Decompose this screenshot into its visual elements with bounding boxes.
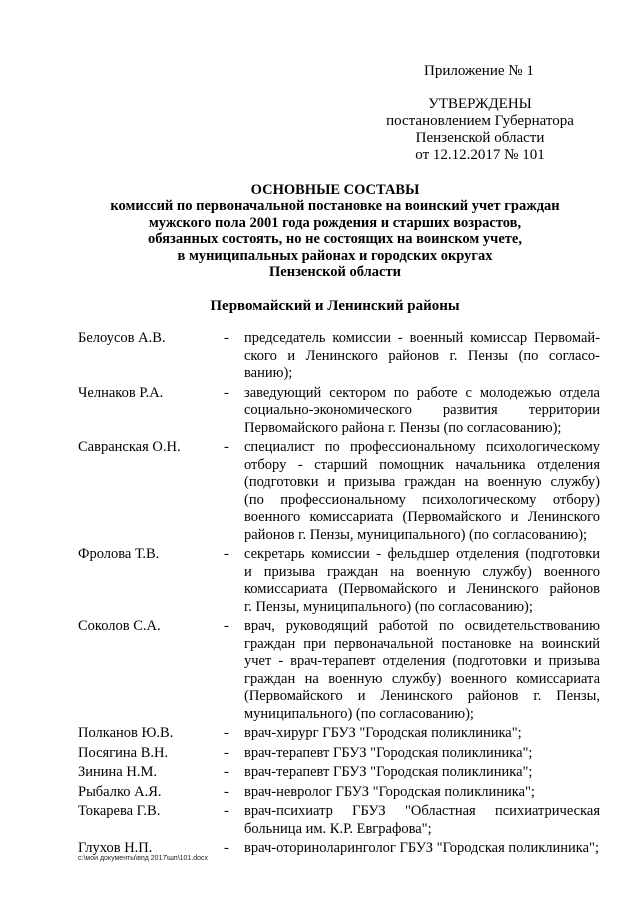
member-role xyxy=(244,618,600,723)
member-role-line: районов г. Пензы, муниципального) (по согласованию); xyxy=(244,526,588,543)
member-role-line: врач-невролог ГБУЗ "Городская поликлиника"; xyxy=(244,783,535,800)
member-role xyxy=(244,330,600,383)
member-role-line: специалист по профессиональному психологическому xyxy=(244,439,600,455)
member-name: Фролова Т.В. xyxy=(78,546,160,562)
member-role xyxy=(244,546,600,616)
member-row xyxy=(78,546,600,616)
member-role-line: секретарь комиссии - фельдшер отделения (подготовки xyxy=(244,546,600,562)
member-role xyxy=(244,385,600,438)
member-role-line: врач-терапевт ГБУЗ "Городская поликлиника"; xyxy=(244,744,533,761)
approval-block xyxy=(380,96,580,164)
member-role xyxy=(244,725,600,743)
member-role xyxy=(244,840,600,858)
member-row xyxy=(78,725,600,743)
title-line: мужского пола 2001 года рождения и старших возрастов, xyxy=(148,214,522,231)
member-role-line: г. Пензы, муниципального) (по согласованию); xyxy=(244,598,533,615)
document-title xyxy=(60,182,610,280)
member-name: Глухов Н.П. xyxy=(78,840,153,856)
member-role-line: ванию); xyxy=(244,365,293,381)
member-row xyxy=(78,618,600,723)
member-name: Белоусов А.В. xyxy=(78,330,166,346)
member-dash: - xyxy=(224,744,229,761)
member-name: Токарева Г.В. xyxy=(78,803,161,819)
member-role-line: (по профессиональному психологическому отбору) xyxy=(244,491,600,508)
member-name: Полканов Ю.В. xyxy=(78,725,174,741)
member-name: Челнаков Р.А. xyxy=(78,384,164,401)
member-dash: - xyxy=(224,764,229,780)
member-name: Посягина В.Н. xyxy=(78,744,169,761)
title-line: Пензенской области xyxy=(269,264,401,281)
member-role-line: больница им. К.Р. Евграфова"; xyxy=(244,820,432,837)
member-role-line: граждан на военную службу) военного комиссариата xyxy=(244,670,600,687)
member-name: Зинина Н.М. xyxy=(78,764,157,780)
member-role-line: ского и Ленинского районов г. Пензы (по согласо- xyxy=(244,347,600,364)
section-title: Первомайский и Ленинский районы xyxy=(210,298,460,314)
member-row xyxy=(78,784,600,802)
member-dash: - xyxy=(224,725,229,741)
member-role-line: заведующий сектором по работе с молодежью отдела xyxy=(244,384,600,401)
member-role-line: военного комиссариата (Первомайского и Ленинского xyxy=(244,509,600,525)
title-line: обязанных состоять, но не состоящих на воинском учете, xyxy=(148,231,522,248)
member-row xyxy=(78,385,600,438)
appendix-label: Приложение № 1 xyxy=(424,63,534,79)
approval-line: УТВЕРЖДЕНЫ xyxy=(428,96,532,112)
member-role xyxy=(244,745,600,763)
member-row xyxy=(78,439,600,544)
approval-line: от 12.12.2017 № 101 xyxy=(415,147,545,163)
member-role-line: врач-терапевт ГБУЗ "Городская поликлиника"; xyxy=(244,764,533,780)
member-dash: - xyxy=(224,840,229,856)
member-role-line: врач-психиатр ГБУЗ "Областная психиатрическая xyxy=(244,803,600,819)
member-role-line: отбору - старший помощник начальника отделения xyxy=(244,456,600,473)
title-line: ОСНОВНЫЕ СОСТАВЫ xyxy=(250,182,420,198)
member-name: Соколов С.А. xyxy=(78,618,161,634)
member-dash: - xyxy=(224,783,229,800)
member-role-line: (подготовки и призыва граждан на военную службу) xyxy=(244,474,600,490)
member-role xyxy=(244,803,600,838)
approval-line: Пензенской области xyxy=(415,130,545,146)
member-role-line: врач, руководящий работой по освидетельствованию xyxy=(244,618,600,634)
member-role-line: председатель комиссии - военный комиссар Первомай- xyxy=(244,330,600,346)
member-role-line: социально-экономического развития территории xyxy=(244,402,600,418)
member-row xyxy=(78,745,600,763)
member-name: Савранская О.Н. xyxy=(78,439,181,455)
member-role xyxy=(244,439,600,544)
member-role-line: Первомайского района г. Пензы (по согласованию); xyxy=(244,419,562,436)
member-row xyxy=(78,330,600,383)
member-row xyxy=(78,764,600,782)
member-dash: - xyxy=(224,546,229,562)
member-name: Рыбалко А.Я. xyxy=(78,783,162,800)
member-role-line: учет - врач-терапевт отделения (подготовки и призыва xyxy=(244,653,600,669)
member-role-line: и призыва граждан на военную службу) военного xyxy=(244,563,600,580)
member-role-line: комиссариата (Первомайского и Ленинского районов xyxy=(244,581,600,597)
member-dash: - xyxy=(224,439,229,455)
member-dash: - xyxy=(224,384,229,401)
member-role-line: врач-хирург ГБУЗ "Городская поликлиника"; xyxy=(244,725,522,741)
member-dash: - xyxy=(224,330,229,346)
member-dash: - xyxy=(224,803,229,819)
member-role xyxy=(244,764,600,782)
title-line: комиссий по первоначальной постановке на воинский учет граждан xyxy=(110,198,560,215)
member-role-line: муниципального) (по согласованию); xyxy=(244,705,474,722)
member-role xyxy=(244,784,600,802)
member-dash: - xyxy=(224,618,229,634)
member-role-line: граждан при первоначальной постановке на воинский xyxy=(244,635,600,652)
member-role-line: врач-оториноларинголог ГБУЗ "Городская поликлиника"; xyxy=(244,840,599,856)
file-path-footer: c:\мои документы\впд 2017\шп\101.docx xyxy=(78,855,209,862)
member-role-line: (Первомайского и Ленинского районов г. Пензы, xyxy=(244,688,600,704)
title-line: в муниципальных районах и городских округах xyxy=(177,247,493,264)
member-row xyxy=(78,803,600,838)
approval-line: постановлением Губернатора xyxy=(386,113,574,129)
members-list xyxy=(78,330,600,860)
